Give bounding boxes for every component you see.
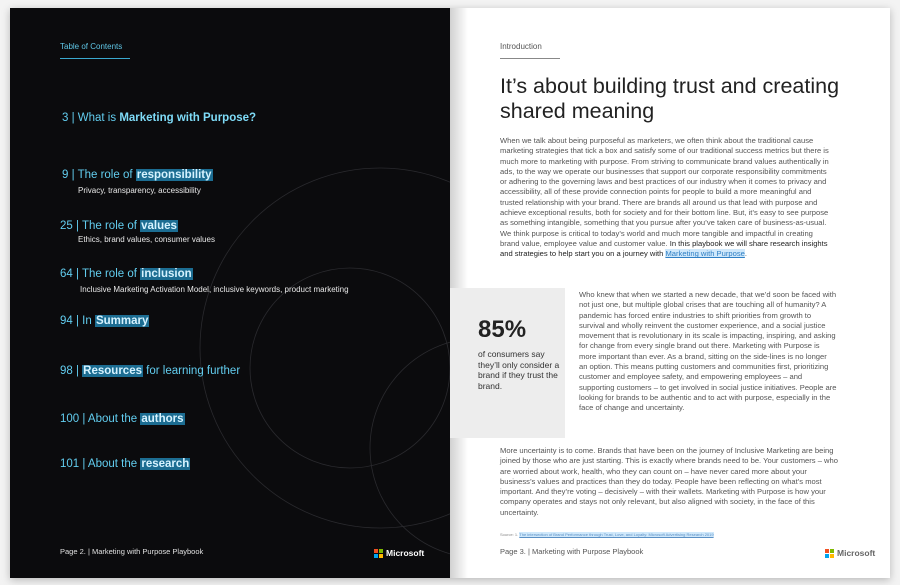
toc-item-text: 98 |: [60, 365, 83, 377]
toc-item-marketing-with-purpose[interactable]: [62, 112, 256, 124]
microsoft-logo: [374, 548, 424, 558]
toc-item-emphasis: research: [141, 458, 190, 470]
stat-number: 85%: [478, 316, 527, 343]
toc-subitem: Ethics, brand values, consumer values: [78, 235, 215, 244]
microsoft-squares-icon: [374, 549, 383, 558]
toc-item-authors[interactable]: [60, 413, 185, 425]
toc-divider: [60, 58, 130, 59]
toc-item-emphasis: authors: [141, 413, 184, 425]
toc-item-text: 3 | What is: [62, 112, 120, 124]
toc-item-values[interactable]: [60, 220, 178, 232]
microsoft-logo: [825, 548, 875, 558]
document-spread: [10, 8, 890, 578]
toc-title: Table of Contents: [60, 42, 123, 51]
left-page: [10, 8, 450, 578]
toc-item-text: 101 | About the: [60, 458, 141, 470]
intro-paragraph: [500, 136, 834, 260]
source-label: Source: 1.: [500, 532, 519, 537]
toc-item-text: 94 | In: [60, 315, 95, 327]
toc-item-research[interactable]: [60, 458, 190, 470]
right-page: [450, 8, 890, 578]
toc-subitem: Privacy, transparency, accessibility: [78, 186, 201, 195]
page-headline: It’s about building trust and creating shared meaning: [500, 74, 840, 123]
toc-item-text: 100 | About the: [60, 413, 141, 425]
stat-description: of consumers say they’ll only consider a brand if they trust the brand.: [478, 349, 560, 391]
toc-item-summary[interactable]: [60, 315, 149, 327]
toc-item-emphasis: Marketing with Purpose?: [119, 112, 257, 124]
paragraph-text-end: .: [744, 249, 747, 259]
toc-item-emphasis: inclusion: [141, 268, 192, 280]
toc-item-emphasis: Summary: [95, 315, 149, 327]
toc-item-emphasis: values: [141, 220, 177, 232]
toc-item-text: 25 | The role of: [60, 220, 141, 232]
toc-item-text: 64 | The role of: [60, 268, 141, 280]
toc-item-emphasis: Resources: [83, 365, 142, 377]
toc-item-inclusion[interactable]: [60, 268, 193, 280]
body-paragraph: Who knew that when we started a new decade, that we’d soon be faced with not just one, but multiple global crises that are touching all of humanity? A pandemic has forced entire industries to shift priorities from growth to survival and wholly reinvent the customer experience, and a social justice movement that is revolutionary in its scale is impacting, inspiring, and asking for change from every single brand out there. Marketing with Purpose is more important than ever. As a brand, sitting on the side-lines is no longer an option. This means putting customers and communities first, prioritizing customer and employee safety, and empowering employees – and supporting customers – to get involved in social justice initiatives. People are looking for brands to be authentic and to act with purpose, especially in the face of change and uncertainty.: [579, 290, 837, 413]
toc-item-emphasis: responsibility: [136, 169, 212, 181]
microsoft-squares-icon: [825, 549, 834, 558]
brand-name: Microsoft: [386, 548, 425, 558]
page-footer: Page 2. | Marketing with Purpose Playbook: [60, 547, 204, 556]
paragraph-text-emphasis: In this playbook we will share research insights and strategies to help start you on a journey with: [500, 238, 828, 259]
paragraph-text: When we talk about being purposeful as marketers, we often think about the traditional cause marketing strategies that tick a box and satisfy some of our traditional success metrics but there is much more to marketing with purpose. From striving to communicate brand values authentically in ads, to the way we operate our businesses that support our corporate responsibility commitments or adhering to the governing laws and best practices of our industry when it comes to privacy and accessibility, all of these provide connection points for people to build a more meaningful and trusted relationship with your brand. There are brands all around us that lead with purpose and achieve exceptional results, both for society and for their bottom line. But, it’s easy to see purpose as something intangible, something that you pursue after you’ve taken care of business-as-usual. We think purpose is critical to today’s world and much more tangible and impactful in creating brand value, employee value and customer value.: [500, 136, 829, 248]
section-label: Introduction: [500, 42, 542, 51]
toc-item-text: for learning further: [142, 365, 241, 377]
page-footer: Page 3. | Marketing with Purpose Playbook: [500, 547, 644, 556]
source-note: [500, 532, 714, 537]
toc-item-responsibility[interactable]: [62, 169, 213, 181]
toc-item-resources[interactable]: [60, 365, 240, 377]
toc-subitem: Inclusive Marketing Activation Model, inclusive keywords, product marketing: [80, 285, 349, 294]
toc-item-text: 9 | The role of: [62, 169, 136, 181]
brand-name: Microsoft: [837, 548, 876, 558]
body-paragraph: More uncertainty is to come. Brands that have been on the journey of Inclusive Marketing are being joined by those who are just starting. This is exactly where brands need to be. Your customers – who are worried about work, health, who they can count on – have never cared more about your business’s values and practices than they do today. People have been reflecting on what’s most important. And they’re voting – decisively – with their wallets. Marketing with Purpose is how your company operates and stays not only relevant, but also aligned with society, in the face of this uncertainty.: [500, 446, 838, 517]
source-link[interactable]: The intersection of Brand Performance through Trust, Love, and Loyalty: Microsoft Advertising Research 2019: [519, 532, 714, 537]
section-divider: [500, 58, 560, 59]
marketing-with-purpose-link[interactable]: Marketing with Purpose: [665, 249, 745, 259]
